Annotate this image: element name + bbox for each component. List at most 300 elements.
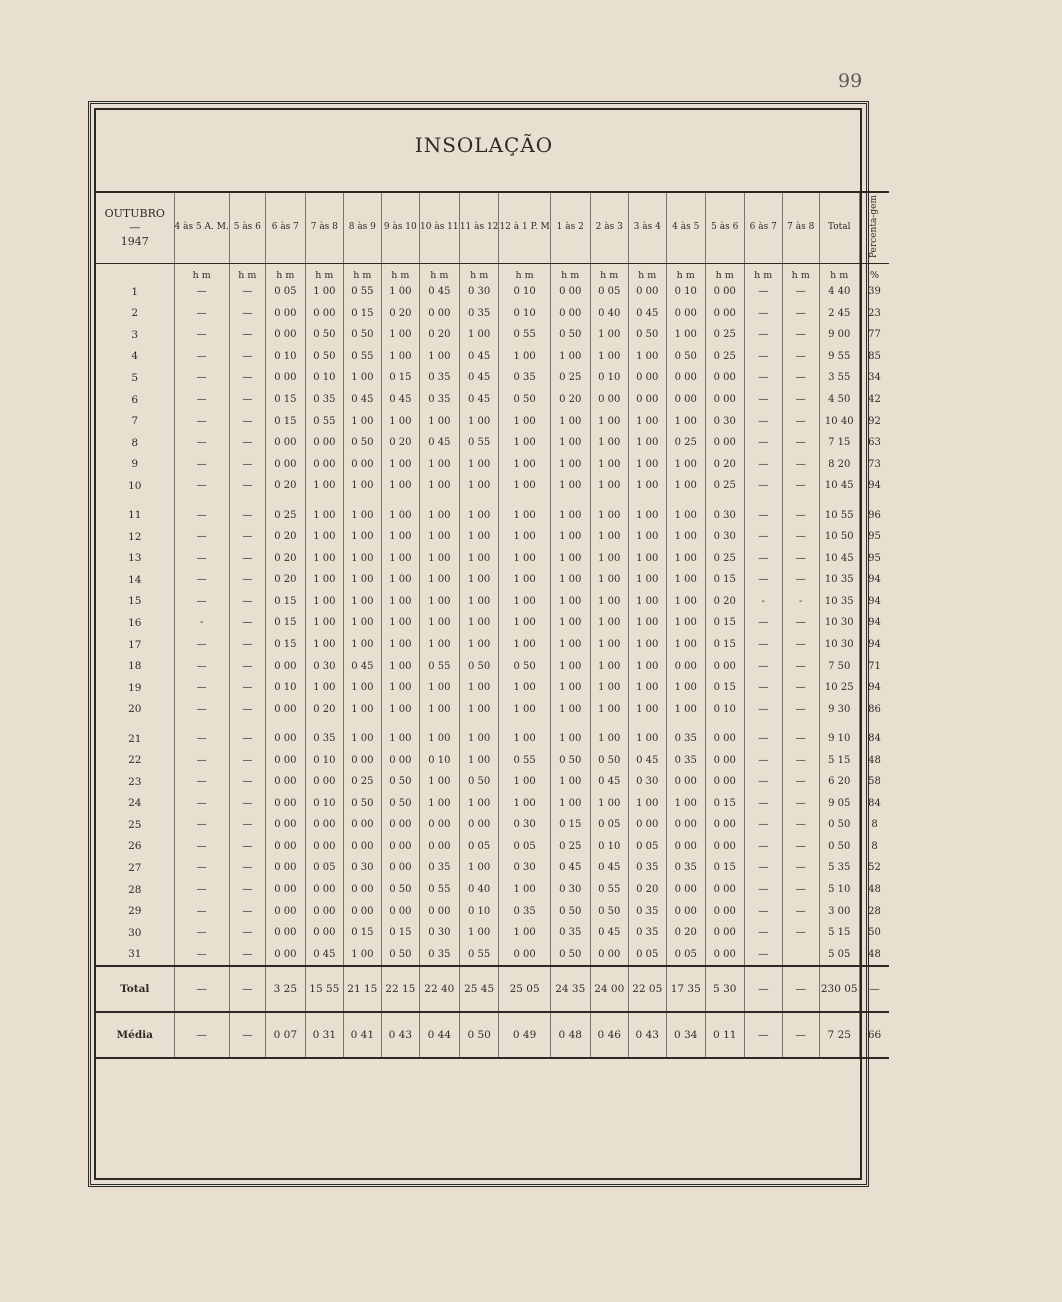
column-header: 5 às 6 — [705, 192, 744, 264]
value-cell: — — [744, 526, 782, 548]
value-cell: 0 00 — [265, 900, 305, 922]
value-cell: 1 00 — [381, 324, 419, 346]
value-cell: 0 00 — [305, 922, 343, 944]
value-cell: 0 00 — [628, 814, 666, 836]
value-cell: 1 00 — [628, 591, 666, 613]
value-cell: 1 00 — [499, 793, 550, 815]
value-cell: 0 15 — [705, 677, 744, 699]
value-cell: 1 00 — [305, 634, 343, 656]
value-cell: 9 30 — [819, 698, 859, 720]
value-cell: 0 55 — [499, 749, 550, 771]
table-row — [96, 749, 889, 771]
value-cell: 1 00 — [499, 410, 550, 432]
table-row — [96, 771, 889, 793]
value-cell: 0 00 — [381, 900, 419, 922]
value-cell: 5 10 — [819, 879, 859, 901]
value-cell: 0 35 — [666, 749, 705, 771]
day-cell: 2 — [131, 307, 139, 320]
value-cell: 0 00 — [265, 303, 305, 325]
table-row — [96, 900, 889, 922]
value-cell: 0 05 — [628, 836, 666, 858]
value-cell: 0 20 — [381, 303, 419, 325]
value-cell: 0 50 — [381, 943, 419, 966]
value-cell: 0 35 — [419, 857, 459, 879]
value-cell: 0 45 — [459, 346, 499, 368]
value-cell: 0 30 — [705, 410, 744, 432]
value-cell: 0 00 — [265, 698, 305, 720]
value-cell: 0 15 — [705, 569, 744, 591]
value-cell: — — [744, 900, 782, 922]
gap-cell — [96, 496, 174, 504]
gap-cell — [265, 496, 305, 504]
value-cell: 1 00 — [499, 771, 550, 793]
value-cell: 1 00 — [305, 569, 343, 591]
value-cell: 0 45 — [343, 389, 381, 411]
table-row — [96, 634, 889, 656]
total-cell: — — [859, 966, 889, 1012]
value-cell: 0 15 — [705, 793, 744, 815]
value-cell: 0 30 — [499, 814, 550, 836]
value-cell: 1 00 — [628, 698, 666, 720]
value-cell: 1 00 — [459, 504, 499, 526]
value-cell: — — [229, 879, 265, 901]
value-cell: 1 00 — [499, 569, 550, 591]
value-cell: 92 — [859, 410, 889, 432]
value-cell: 1 00 — [381, 728, 419, 750]
value-cell: 0 00 — [265, 728, 305, 750]
value-cell: — — [174, 281, 229, 303]
value-cell: 1 00 — [499, 677, 550, 699]
value-cell: — — [174, 922, 229, 944]
value-cell: 1 00 — [666, 475, 705, 497]
value-cell: 1 00 — [628, 634, 666, 656]
value-cell: 1 00 — [381, 634, 419, 656]
value-cell: 95 — [859, 548, 889, 570]
table-row — [96, 943, 889, 966]
header-row — [96, 192, 889, 264]
value-cell: 0 10 — [265, 677, 305, 699]
value-cell: 0 55 — [459, 943, 499, 966]
unit-cell: % — [859, 264, 889, 282]
value-cell: 1 00 — [305, 677, 343, 699]
value-cell: 0 00 — [343, 836, 381, 858]
value-cell: 0 10 — [705, 698, 744, 720]
value-cell: — — [782, 432, 819, 454]
value-cell: 0 10 — [590, 836, 628, 858]
value-cell: 1 00 — [499, 698, 550, 720]
gap-cell — [819, 496, 859, 504]
value-cell: 1 00 — [459, 612, 499, 634]
value-cell: — — [174, 749, 229, 771]
value-cell: — — [174, 698, 229, 720]
percent-header — [859, 192, 889, 264]
table-row — [96, 922, 889, 944]
value-cell: — — [174, 504, 229, 526]
value-cell: 0 50 — [381, 879, 419, 901]
value-cell: 0 50 — [343, 324, 381, 346]
value-cell: 1 00 — [628, 453, 666, 475]
value-cell: 0 25 — [705, 475, 744, 497]
value-cell: 0 00 — [343, 453, 381, 475]
value-cell: 0 20 — [628, 879, 666, 901]
value-cell: 0 20 — [705, 591, 744, 613]
value-cell: 1 00 — [590, 677, 628, 699]
gap-cell — [343, 720, 381, 728]
value-cell: 0 15 — [265, 634, 305, 656]
table-row — [96, 526, 889, 548]
value-cell: — — [174, 655, 229, 677]
value-cell: 1 00 — [419, 728, 459, 750]
value-cell: 0 00 — [459, 814, 499, 836]
value-cell: 0 00 — [305, 453, 343, 475]
value-cell: 1 00 — [550, 612, 590, 634]
value-cell: 0 00 — [705, 814, 744, 836]
value-cell: 1 00 — [550, 475, 590, 497]
value-cell: 1 00 — [628, 346, 666, 368]
gap-cell — [550, 720, 590, 728]
value-cell: 0 20 — [305, 698, 343, 720]
gap-cell — [459, 720, 499, 728]
value-cell: 1 00 — [550, 698, 590, 720]
value-cell: 1 00 — [628, 655, 666, 677]
value-cell: 1 00 — [459, 526, 499, 548]
value-cell: 0 00 — [265, 453, 305, 475]
value-cell: 0 50 — [628, 324, 666, 346]
value-cell: — — [229, 698, 265, 720]
value-cell: 1 00 — [343, 367, 381, 389]
gap-cell — [305, 720, 343, 728]
value-cell: — — [782, 857, 819, 879]
value-cell: 0 50 — [381, 793, 419, 815]
value-cell: 0 50 — [590, 900, 628, 922]
value-cell: 6 20 — [819, 771, 859, 793]
value-cell: 0 00 — [705, 922, 744, 944]
value-cell: — — [229, 526, 265, 548]
page-number: 99 — [838, 70, 863, 92]
day-cell: 24 — [128, 797, 142, 810]
day-cell: 12 — [128, 530, 142, 543]
value-cell: — — [174, 548, 229, 570]
value-cell: — — [229, 432, 265, 454]
value-cell: 0 15 — [265, 591, 305, 613]
value-cell: 0 15 — [265, 389, 305, 411]
value-cell: 1 00 — [343, 591, 381, 613]
value-cell: 0 55 — [419, 879, 459, 901]
day-cell: 20 — [128, 703, 142, 716]
value-cell: — — [229, 410, 265, 432]
value-cell: 0 00 — [419, 814, 459, 836]
value-cell: 1 00 — [343, 943, 381, 966]
row-gap — [96, 496, 889, 504]
day-cell: 5 — [131, 371, 139, 384]
value-cell: — — [744, 346, 782, 368]
value-cell: 0 15 — [381, 922, 419, 944]
value-cell: 0 10 — [419, 749, 459, 771]
value-cell: 50 — [859, 922, 889, 944]
value-cell: 0 10 — [265, 346, 305, 368]
value-cell: 0 00 — [666, 771, 705, 793]
table-row — [96, 346, 889, 368]
value-cell: — — [782, 634, 819, 656]
value-cell: 1 00 — [459, 569, 499, 591]
value-cell: 0 35 — [419, 389, 459, 411]
value-cell: 1 00 — [550, 346, 590, 368]
value-cell: 1 00 — [499, 432, 550, 454]
gap-cell — [459, 496, 499, 504]
day-cell: 11 — [128, 509, 142, 522]
media-cell: 0 07 — [265, 1012, 305, 1058]
value-cell: 1 00 — [590, 432, 628, 454]
value-cell: 0 05 — [666, 943, 705, 966]
value-cell: 0 15 — [550, 814, 590, 836]
value-cell: 0 00 — [305, 771, 343, 793]
value-cell: 5 35 — [819, 857, 859, 879]
value-cell: 0 50 — [550, 943, 590, 966]
total-cell: — — [782, 966, 819, 1012]
value-cell: 0 00 — [381, 749, 419, 771]
value-cell: 1 00 — [419, 612, 459, 634]
value-cell: — — [174, 771, 229, 793]
value-cell: 0 15 — [705, 612, 744, 634]
gap-cell — [666, 720, 705, 728]
month-label: OUTUBRO — [104, 207, 165, 221]
value-cell: — — [744, 943, 782, 966]
day-cell: 29 — [128, 905, 142, 918]
value-cell: 0 20 — [705, 453, 744, 475]
value-cell: — — [744, 749, 782, 771]
value-cell: 94 — [859, 475, 889, 497]
value-cell: 10 50 — [819, 526, 859, 548]
gap-cell — [666, 496, 705, 504]
value-cell: 1 00 — [550, 655, 590, 677]
value-cell: 0 50 — [305, 346, 343, 368]
value-cell: 0 00 — [550, 281, 590, 303]
value-cell: — — [229, 655, 265, 677]
value-cell: 7 15 — [819, 432, 859, 454]
media-label: Média — [96, 1012, 174, 1058]
value-cell: 1 00 — [343, 526, 381, 548]
value-cell: 0 00 — [628, 389, 666, 411]
value-cell: 0 00 — [705, 389, 744, 411]
value-cell: 0 50 — [819, 814, 859, 836]
value-cell: 1 00 — [550, 634, 590, 656]
value-cell: — — [174, 410, 229, 432]
value-cell: 0 10 — [459, 900, 499, 922]
value-cell: 1 00 — [459, 749, 499, 771]
value-cell: — — [744, 857, 782, 879]
value-cell: 7 50 — [819, 655, 859, 677]
value-cell: 0 00 — [628, 367, 666, 389]
media-cell: 0 49 — [499, 1012, 550, 1058]
value-cell: 85 — [859, 346, 889, 368]
value-cell: 1 00 — [550, 453, 590, 475]
value-cell: 1 00 — [499, 346, 550, 368]
value-cell: 0 00 — [705, 367, 744, 389]
value-cell: 0 25 — [705, 346, 744, 368]
value-cell: 0 35 — [419, 367, 459, 389]
value-cell: 0 25 — [265, 504, 305, 526]
column-header: 1 às 2 — [550, 192, 590, 264]
table-row — [96, 836, 889, 858]
value-cell: 1 00 — [459, 793, 499, 815]
gap-cell — [381, 496, 419, 504]
value-cell: 0 50 — [550, 900, 590, 922]
value-cell: 1 00 — [550, 548, 590, 570]
value-cell: 0 30 — [628, 771, 666, 793]
value-cell: 0 50 — [550, 749, 590, 771]
value-cell: 0 00 — [705, 836, 744, 858]
value-cell: 2 45 — [819, 303, 859, 325]
value-cell: 1 00 — [381, 655, 419, 677]
column-header: 11 às 12 — [459, 192, 499, 264]
media-cell: 0 34 — [666, 1012, 705, 1058]
insolation-table — [96, 191, 889, 1059]
column-header: 4 às 5 A. M. — [174, 192, 229, 264]
value-cell: 0 45 — [343, 655, 381, 677]
table-row — [96, 591, 889, 613]
value-cell: 0 55 — [419, 655, 459, 677]
value-cell: — — [744, 569, 782, 591]
value-cell: 1 00 — [499, 591, 550, 613]
value-cell: 1 00 — [590, 634, 628, 656]
value-cell: 94 — [859, 591, 889, 613]
value-cell: — — [782, 475, 819, 497]
value-cell: — — [782, 814, 819, 836]
value-cell: — — [782, 836, 819, 858]
value-cell: 1 00 — [628, 504, 666, 526]
value-cell: 0 30 — [343, 857, 381, 879]
value-cell: — — [782, 677, 819, 699]
column-header: 7 às 8 — [782, 192, 819, 264]
value-cell: 0 50 — [343, 432, 381, 454]
value-cell: 1 00 — [628, 793, 666, 815]
day-cell: 31 — [128, 948, 142, 961]
value-cell: 0 05 — [459, 836, 499, 858]
value-cell: 0 00 — [419, 303, 459, 325]
percent-label: Percenta-gem — [868, 194, 879, 258]
value-cell: 0 00 — [705, 432, 744, 454]
gap-cell — [859, 720, 889, 728]
year-label: 1947 — [120, 234, 149, 248]
value-cell: 0 55 — [343, 281, 381, 303]
value-cell: 1 00 — [419, 475, 459, 497]
value-cell: — — [229, 814, 265, 836]
gap-cell — [174, 496, 229, 504]
value-cell: 71 — [859, 655, 889, 677]
table-row — [96, 504, 889, 526]
value-cell: 1 00 — [666, 504, 705, 526]
value-cell: 0 50 — [305, 324, 343, 346]
value-cell: — — [744, 728, 782, 750]
unit-cell: h m — [628, 264, 666, 282]
value-cell: — — [744, 453, 782, 475]
value-cell: 58 — [859, 771, 889, 793]
value-cell: 0 05 — [265, 281, 305, 303]
unit-cell: h m — [343, 264, 381, 282]
day-cell: 22 — [128, 754, 142, 767]
value-cell: 0 00 — [265, 749, 305, 771]
table-row — [96, 410, 889, 432]
day-cell: 10 — [128, 479, 142, 492]
value-cell: 1 00 — [343, 548, 381, 570]
value-cell: — — [174, 857, 229, 879]
value-cell: — — [744, 814, 782, 836]
value-cell: 1 00 — [550, 591, 590, 613]
value-cell: 1 00 — [459, 410, 499, 432]
value-cell: 1 00 — [499, 475, 550, 497]
value-cell: 0 35 — [666, 728, 705, 750]
gap-cell — [590, 496, 628, 504]
column-header: 12 à 1 P. M — [499, 192, 550, 264]
value-cell: — — [229, 922, 265, 944]
value-cell: 8 — [859, 836, 889, 858]
value-cell: 0 00 — [305, 836, 343, 858]
value-cell: 0 50 — [459, 771, 499, 793]
value-cell: 0 00 — [265, 793, 305, 815]
value-cell: 0 00 — [590, 389, 628, 411]
value-cell: — — [174, 634, 229, 656]
value-cell: 0 50 — [459, 655, 499, 677]
value-cell: 0 50 — [343, 793, 381, 815]
value-cell: 0 50 — [499, 389, 550, 411]
value-cell: 1 00 — [459, 591, 499, 613]
unit-cell: h m — [229, 264, 265, 282]
value-cell: 0 00 — [343, 900, 381, 922]
value-cell: 1 00 — [381, 346, 419, 368]
value-cell: 1 00 — [628, 475, 666, 497]
value-cell: 3 00 — [819, 900, 859, 922]
value-cell: — — [229, 591, 265, 613]
value-cell: 42 — [859, 389, 889, 411]
value-cell: 1 00 — [628, 612, 666, 634]
value-cell: 1 00 — [550, 526, 590, 548]
value-cell: 0 15 — [265, 410, 305, 432]
value-cell: 0 00 — [666, 389, 705, 411]
day-cell: 18 — [128, 660, 142, 673]
value-cell: — — [229, 900, 265, 922]
unit-cell: h m — [819, 264, 859, 282]
value-cell: 1 00 — [590, 504, 628, 526]
value-cell: — — [744, 504, 782, 526]
value-cell: - — [174, 612, 229, 634]
value-cell: 1 00 — [666, 569, 705, 591]
value-cell: 1 00 — [550, 677, 590, 699]
value-cell: 0 35 — [499, 367, 550, 389]
day-cell: 23 — [128, 775, 142, 788]
value-cell: 0 45 — [550, 857, 590, 879]
value-cell: 1 00 — [666, 526, 705, 548]
media-cell: 66 — [859, 1012, 889, 1058]
value-cell: 1 00 — [499, 728, 550, 750]
value-cell: 1 00 — [305, 504, 343, 526]
table-row — [96, 453, 889, 475]
value-cell: 1 00 — [499, 548, 550, 570]
value-cell: 1 00 — [590, 612, 628, 634]
day-cell: 19 — [128, 681, 142, 694]
value-cell: 1 00 — [590, 346, 628, 368]
column-header: Total — [819, 192, 859, 264]
value-cell: — — [229, 634, 265, 656]
value-cell: 23 — [859, 303, 889, 325]
value-cell: — — [229, 793, 265, 815]
value-cell: 94 — [859, 612, 889, 634]
value-cell: 0 25 — [666, 432, 705, 454]
value-cell: — — [744, 410, 782, 432]
table-row — [96, 389, 889, 411]
value-cell: 1 00 — [459, 453, 499, 475]
value-cell: 0 05 — [499, 836, 550, 858]
unit-cell: h m — [744, 264, 782, 282]
